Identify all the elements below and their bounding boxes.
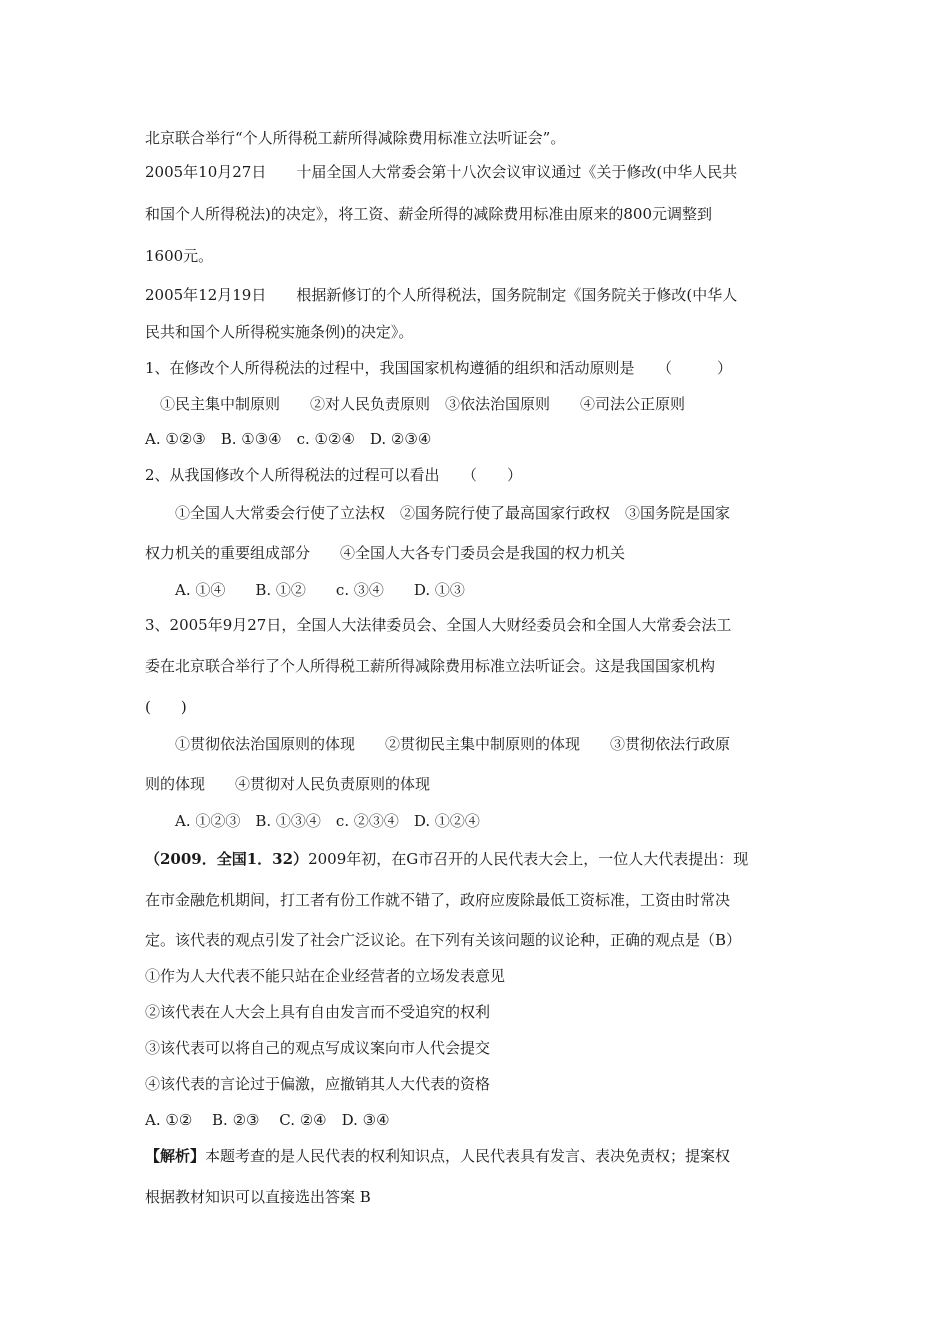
question-4-option: ①作为人大代表不能只站在企业经营者的立场发表意见 <box>145 967 506 985</box>
text-line: 民共和国个人所得税实施条例)的决定》。 <box>145 323 414 341</box>
question-source: （2009．全国1．32） <box>145 850 309 868</box>
text-line: 北京联合举行“个人所得税工薪所得减除费用标准立法听证会”。 <box>145 129 566 147</box>
question-4 <box>145 849 748 869</box>
analysis-text: 根据教材知识可以直接选出答案 B <box>145 1188 371 1206</box>
question-3: 3、2005年9月27日，全国人大法律委员会、全国人大财经委员会和全国人大常委会法工 <box>145 616 732 634</box>
analysis <box>145 1146 730 1166</box>
text-line: 2005年10月27日 十届全国人大常委会第十八次会议审议通过《关于修改(中华人民共 <box>145 163 738 181</box>
question-1-answers: A. ①②③ B. ①③④ c. ①②④ D. ②③④ <box>145 430 432 448</box>
question-4-text: 2009年初，在G市召开的人民代表大会上，一位人大代表提出：现 <box>308 850 749 868</box>
question-4-option: ④该代表的言论过于偏激，应撤销其人大代表的资格 <box>145 1075 491 1093</box>
question-3-options: 则的体现 ④贯彻对人民负责原则的体现 <box>145 775 431 793</box>
question-2: 2、从我国修改个人所得税法的过程可以看出 （ ） <box>145 466 523 484</box>
question-3: 委在北京联合举行了个人所得税工薪所得减除费用标准立法听证会。这是我国国家机构 <box>145 657 716 675</box>
question-2-options: ①全国人大常委会行使了立法权 ②国务院行使了最高国家行政权 ③国务院是国家 <box>145 504 731 522</box>
question-2-options: 权力机关的重要组成部分 ④全国人大各专门委员会是我国的权力机关 <box>145 544 626 562</box>
question-3: ( ) <box>145 698 187 716</box>
question-1-options: ①民主集中制原则 ②对人民负责原则 ③依法治国原则 ④司法公正原则 <box>145 395 686 413</box>
question-1: 1、在修改个人所得税法的过程中，我国国家机构遵循的组织和活动原则是 （ ） <box>145 359 733 377</box>
question-4: 在市金融危机期间，打工者有份工作就不错了，政府应废除最低工资标准，工资由时常决 <box>145 891 731 909</box>
question-4-answers: A. ①② B. ②③ C. ②④ D. ③④ <box>145 1111 390 1129</box>
question-4-option: ②该代表在人大会上具有自由发言而不受追究的权利 <box>145 1003 491 1021</box>
text-line: 1600元。 <box>145 247 214 265</box>
text-line: 2005年12月19日 根据新修订的个人所得税法，国务院制定《国务院关于修改(中华人 <box>145 286 738 304</box>
question-2-answers: A. ①④ B. ①② c. ③④ D. ①③ <box>145 581 465 599</box>
analysis-text: 本题考查的是人民代表的权利知识点，人民代表具有发言、表决免责权；提案权 <box>205 1147 731 1165</box>
question-4: 定。该代表的观点引发了社会广泛议论。在下列有关该问题的议论种，正确的观点是（B） <box>145 931 742 949</box>
question-4-option: ③该代表可以将自己的观点写成议案向市人代会提交 <box>145 1039 491 1057</box>
question-3-options: ①贯彻依法治国原则的体现 ②贯彻民主集中制原则的体现 ③贯彻依法行政原 <box>145 735 731 753</box>
analysis-label: 【解析】 <box>145 1147 206 1165</box>
text-line: 和国个人所得税法)的决定》，将工资、薪金所得的减除费用标准由原来的800元调整到 <box>145 205 712 223</box>
question-3-answers: A. ①②③ B. ①③④ c. ②③④ D. ①②④ <box>145 812 480 830</box>
